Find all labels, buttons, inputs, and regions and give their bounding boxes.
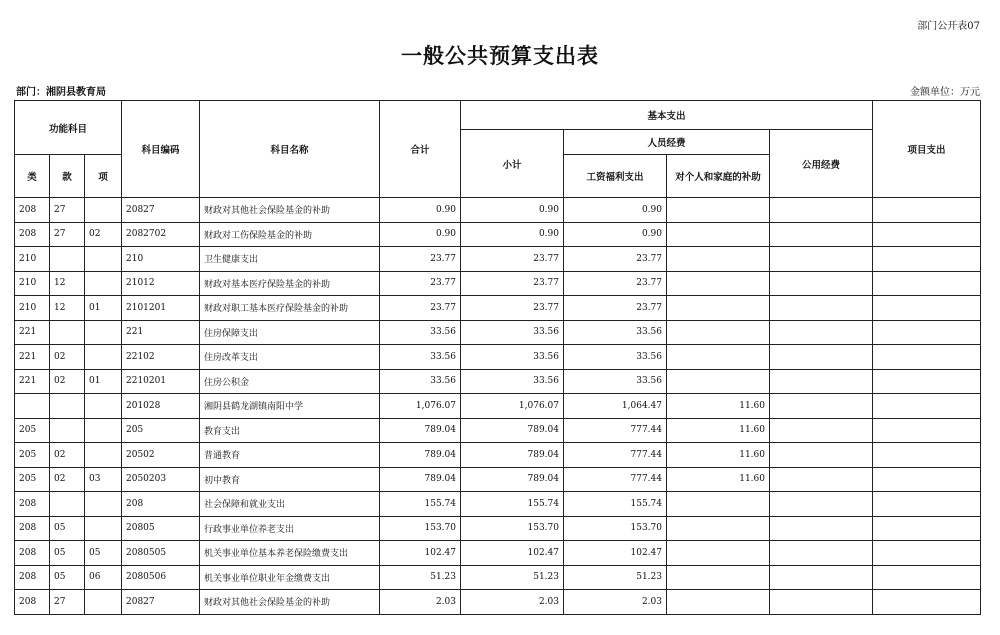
cell-total: 33.56 (380, 369, 461, 394)
cell-subtotal: 789.04 (461, 467, 564, 492)
cell-kuan: 12 (50, 271, 85, 296)
header-kuan: 款 (50, 155, 85, 198)
cell-xiang (85, 418, 122, 443)
cell-code: 22102 (122, 345, 200, 370)
table-row (15, 443, 981, 468)
cell-total: 102.47 (380, 541, 461, 566)
cell-subtotal: 789.04 (461, 418, 564, 443)
cell-subtotal: 2.03 (461, 590, 564, 615)
cell-subtotal: 51.23 (461, 565, 564, 590)
cell-kuan: 27 (50, 222, 85, 247)
cell-lei (15, 394, 50, 419)
cell-code: 21012 (122, 271, 200, 296)
cell-xiang (85, 394, 122, 419)
cell-code: 201028 (122, 394, 200, 419)
cell-code: 20805 (122, 516, 200, 541)
cell-project (873, 443, 981, 468)
cell-project (873, 467, 981, 492)
cell-wages: 23.77 (564, 296, 667, 321)
cell-wages: 1,064.47 (564, 394, 667, 419)
header-wages: 工资福利支出 (564, 155, 667, 198)
cell-total: 2.03 (380, 590, 461, 615)
cell-public (770, 565, 873, 590)
cell-subsidy (667, 247, 770, 272)
table-row (15, 369, 981, 394)
cell-name: 机关事业单位基本养老保险缴费支出 (200, 541, 380, 566)
header-subtotal: 小计 (461, 130, 564, 198)
cell-kuan: 12 (50, 296, 85, 321)
cell-subtotal: 23.77 (461, 271, 564, 296)
cell-kuan (50, 394, 85, 419)
cell-subsidy (667, 320, 770, 345)
header-total: 合计 (380, 101, 461, 198)
cell-name: 社会保障和就业支出 (200, 492, 380, 517)
table-row (15, 198, 981, 223)
cell-subsidy (667, 541, 770, 566)
cell-public (770, 394, 873, 419)
cell-total: 789.04 (380, 443, 461, 468)
cell-name: 卫生健康支出 (200, 247, 380, 272)
cell-xiang (85, 345, 122, 370)
header-xiang: 项 (85, 155, 122, 198)
cell-name: 财政对基本医疗保险基金的补助 (200, 271, 380, 296)
cell-wages: 2.03 (564, 590, 667, 615)
cell-wages: 0.90 (564, 222, 667, 247)
cell-subtotal: 789.04 (461, 443, 564, 468)
cell-total: 51.23 (380, 565, 461, 590)
cell-total: 1,076.07 (380, 394, 461, 419)
cell-code: 2080505 (122, 541, 200, 566)
cell-subtotal: 33.56 (461, 320, 564, 345)
cell-code: 2210201 (122, 369, 200, 394)
budget-table (14, 100, 981, 615)
cell-lei: 210 (15, 247, 50, 272)
cell-total: 33.56 (380, 320, 461, 345)
cell-name: 湘阴县鹤龙湖镇南阳中学 (200, 394, 380, 419)
cell-wages: 51.23 (564, 565, 667, 590)
cell-project (873, 394, 981, 419)
cell-project (873, 247, 981, 272)
cell-code: 2101201 (122, 296, 200, 321)
cell-project (873, 369, 981, 394)
cell-wages: 23.77 (564, 247, 667, 272)
cell-xiang (85, 247, 122, 272)
cell-subtotal: 33.56 (461, 345, 564, 370)
header-subject-name: 科目名称 (200, 101, 380, 198)
cell-public (770, 247, 873, 272)
cell-subsidy (667, 198, 770, 223)
cell-xiang: 01 (85, 369, 122, 394)
cell-code: 20827 (122, 198, 200, 223)
cell-lei: 208 (15, 222, 50, 247)
cell-kuan (50, 320, 85, 345)
table-row (15, 590, 981, 615)
table-row (15, 565, 981, 590)
cell-code: 205 (122, 418, 200, 443)
cell-subsidy (667, 222, 770, 247)
cell-name: 住房保障支出 (200, 320, 380, 345)
cell-project (873, 198, 981, 223)
table-row (15, 394, 981, 419)
header-subject-code: 科目编码 (122, 101, 200, 198)
cell-code: 210 (122, 247, 200, 272)
cell-xiang (85, 443, 122, 468)
cell-public (770, 443, 873, 468)
cell-kuan: 05 (50, 565, 85, 590)
cell-lei: 208 (15, 590, 50, 615)
cell-subtotal: 1,076.07 (461, 394, 564, 419)
cell-lei: 210 (15, 296, 50, 321)
cell-subtotal: 23.77 (461, 296, 564, 321)
cell-public (770, 222, 873, 247)
cell-subtotal: 0.90 (461, 222, 564, 247)
cell-subsidy: 11.60 (667, 418, 770, 443)
cell-project (873, 345, 981, 370)
cell-lei: 221 (15, 369, 50, 394)
table-row (15, 271, 981, 296)
cell-project (873, 222, 981, 247)
cell-subsidy (667, 271, 770, 296)
cell-kuan (50, 418, 85, 443)
cell-public (770, 345, 873, 370)
cell-total: 23.77 (380, 271, 461, 296)
cell-public (770, 516, 873, 541)
table-row (15, 541, 981, 566)
cell-public (770, 590, 873, 615)
cell-subsidy (667, 369, 770, 394)
header-basic: 基本支出 (461, 101, 873, 130)
cell-name: 普通教育 (200, 443, 380, 468)
cell-xiang (85, 492, 122, 517)
cell-xiang: 06 (85, 565, 122, 590)
cell-wages: 102.47 (564, 541, 667, 566)
cell-project (873, 516, 981, 541)
cell-lei: 205 (15, 443, 50, 468)
cell-subtotal: 33.56 (461, 369, 564, 394)
header-personnel: 人员经费 (564, 130, 770, 155)
cell-kuan: 02 (50, 345, 85, 370)
cell-xiang: 05 (85, 541, 122, 566)
header-func-subject: 功能科目 (15, 101, 122, 155)
cell-kuan: 27 (50, 198, 85, 223)
cell-subsidy (667, 296, 770, 321)
cell-name: 住房改革支出 (200, 345, 380, 370)
cell-kuan: 05 (50, 541, 85, 566)
cell-total: 155.74 (380, 492, 461, 517)
cell-code: 208 (122, 492, 200, 517)
cell-wages: 777.44 (564, 467, 667, 492)
cell-kuan (50, 492, 85, 517)
cell-public (770, 320, 873, 345)
cell-subsidy (667, 590, 770, 615)
cell-kuan: 02 (50, 443, 85, 468)
cell-code: 221 (122, 320, 200, 345)
table-row (15, 222, 981, 247)
cell-kuan: 27 (50, 590, 85, 615)
cell-name: 教育支出 (200, 418, 380, 443)
cell-project (873, 541, 981, 566)
cell-name: 初中教育 (200, 467, 380, 492)
cell-lei: 205 (15, 418, 50, 443)
cell-subtotal: 155.74 (461, 492, 564, 517)
cell-subtotal: 0.90 (461, 198, 564, 223)
page-title: 一般公共预算支出表 (401, 44, 599, 68)
cell-subsidy: 11.60 (667, 467, 770, 492)
cell-wages: 33.56 (564, 320, 667, 345)
cell-total: 0.90 (380, 198, 461, 223)
cell-total: 0.90 (380, 222, 461, 247)
cell-public (770, 418, 873, 443)
table-row (15, 492, 981, 517)
cell-public (770, 492, 873, 517)
cell-total: 23.77 (380, 247, 461, 272)
cell-project (873, 492, 981, 517)
cell-subsidy (667, 345, 770, 370)
cell-wages: 155.74 (564, 492, 667, 517)
table-row (15, 467, 981, 492)
cell-project (873, 271, 981, 296)
cell-xiang: 02 (85, 222, 122, 247)
cell-lei: 210 (15, 271, 50, 296)
form-number: 部门公开表07 (917, 21, 980, 32)
cell-public (770, 467, 873, 492)
cell-public (770, 198, 873, 223)
cell-name: 住房公积金 (200, 369, 380, 394)
cell-wages: 777.44 (564, 443, 667, 468)
cell-total: 789.04 (380, 418, 461, 443)
cell-code: 20827 (122, 590, 200, 615)
cell-project (873, 565, 981, 590)
cell-total: 33.56 (380, 345, 461, 370)
cell-xiang (85, 198, 122, 223)
cell-name: 财政对工伤保险基金的补助 (200, 222, 380, 247)
cell-wages: 153.70 (564, 516, 667, 541)
cell-wages: 0.90 (564, 198, 667, 223)
cell-wages: 33.56 (564, 369, 667, 394)
cell-total: 23.77 (380, 296, 461, 321)
cell-lei: 221 (15, 320, 50, 345)
table-row (15, 516, 981, 541)
header-project: 项目支出 (873, 101, 981, 198)
cell-wages: 23.77 (564, 271, 667, 296)
header-public: 公用经费 (770, 130, 873, 198)
cell-lei: 208 (15, 198, 50, 223)
cell-lei: 208 (15, 565, 50, 590)
cell-xiang: 01 (85, 296, 122, 321)
cell-name: 财政对其他社会保险基金的补助 (200, 198, 380, 223)
cell-code: 20502 (122, 443, 200, 468)
cell-lei: 208 (15, 492, 50, 517)
cell-xiang (85, 271, 122, 296)
cell-public (770, 271, 873, 296)
amount-unit-label: 金额单位：万元 (910, 87, 980, 98)
cell-xiang: 03 (85, 467, 122, 492)
cell-lei: 208 (15, 516, 50, 541)
header-lei: 类 (15, 155, 50, 198)
cell-project (873, 590, 981, 615)
cell-subtotal: 153.70 (461, 516, 564, 541)
cell-subsidy (667, 516, 770, 541)
cell-kuan: 02 (50, 369, 85, 394)
cell-xiang (85, 320, 122, 345)
table-row (15, 418, 981, 443)
cell-code: 2080506 (122, 565, 200, 590)
cell-wages: 33.56 (564, 345, 667, 370)
cell-public (770, 541, 873, 566)
cell-code: 2050203 (122, 467, 200, 492)
cell-kuan (50, 247, 85, 272)
cell-project (873, 418, 981, 443)
cell-name: 行政事业单位养老支出 (200, 516, 380, 541)
cell-lei: 221 (15, 345, 50, 370)
cell-code: 2082702 (122, 222, 200, 247)
cell-name: 机关事业单位职业年金缴费支出 (200, 565, 380, 590)
cell-subsidy: 11.60 (667, 394, 770, 419)
cell-public (770, 369, 873, 394)
cell-name: 财政对职工基本医疗保险基金的补助 (200, 296, 380, 321)
cell-xiang (85, 590, 122, 615)
cell-subsidy (667, 492, 770, 517)
cell-public (770, 296, 873, 321)
table-row (15, 296, 981, 321)
cell-lei: 208 (15, 541, 50, 566)
cell-xiang (85, 516, 122, 541)
table-row (15, 320, 981, 345)
cell-total: 153.70 (380, 516, 461, 541)
cell-lei: 205 (15, 467, 50, 492)
cell-kuan: 02 (50, 467, 85, 492)
header-subsidy: 对个人和家庭的补助 (667, 155, 770, 198)
cell-subsidy: 11.60 (667, 443, 770, 468)
cell-name: 财政对其他社会保险基金的补助 (200, 590, 380, 615)
cell-project (873, 296, 981, 321)
table-row (15, 247, 981, 272)
table-row (15, 345, 981, 370)
cell-subtotal: 23.77 (461, 247, 564, 272)
cell-wages: 777.44 (564, 418, 667, 443)
cell-subsidy (667, 565, 770, 590)
cell-project (873, 320, 981, 345)
cell-kuan: 05 (50, 516, 85, 541)
cell-total: 789.04 (380, 467, 461, 492)
cell-subtotal: 102.47 (461, 541, 564, 566)
department-label: 部门：湘阴县教育局 (16, 87, 106, 98)
